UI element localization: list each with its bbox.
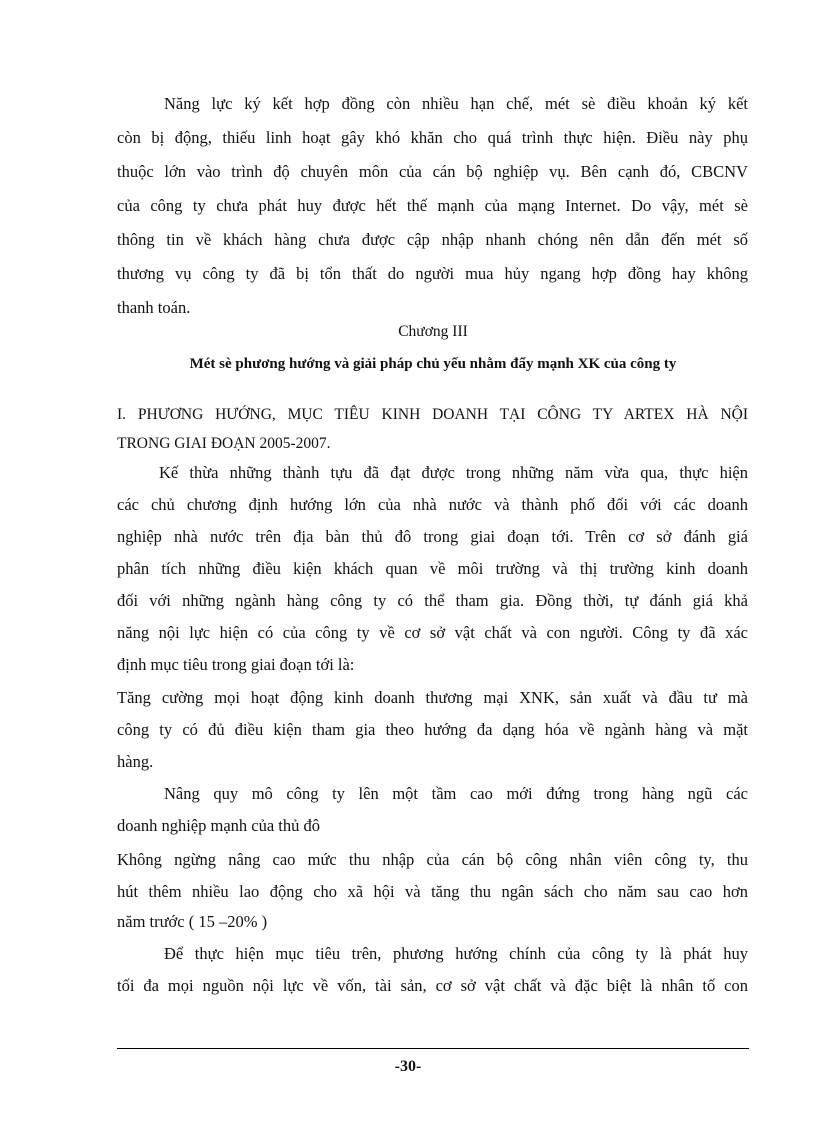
body-line: Tăng cường mọi hoạt động kinh doanh thương mại XNK, sản xuất và đầu tư mà: [117, 688, 748, 707]
body-line: Để thực hiện mục tiêu trên, phương hướng chính của công ty là phát huy: [164, 944, 748, 963]
body-line: Kế thừa những thành tựu đã đạt được trong những năm vừa qua, thực hiện: [159, 463, 748, 482]
body-line: Năng lực ký kết hợp đồng còn nhiều hạn chế, mét sè điều khoản ký kết: [164, 94, 748, 113]
body-line: định mục tiêu trong giai đoạn tới là:: [117, 655, 355, 674]
body-line: các chủ chương định hướng lớn của nhà nước và thành phố đối với các doanh: [117, 495, 748, 514]
body-line: còn bị động, thiếu linh hoạt gây khó khăn cho quá trình thực hiện. Điều này phụ: [117, 128, 748, 147]
section-heading: TRONG GIAI ĐOẠN 2005-2007.: [117, 435, 331, 452]
body-line: phân tích những điều kiện khách quan về môi trường và thị trường kinh doanh: [117, 559, 748, 578]
body-line: năng nội lực hiện có của công ty về cơ sở vật chất và con người. Công ty đã xác: [117, 623, 748, 642]
section-heading: I. PHƯƠNG HƯỚNG, MỤC TIÊU KINH DOANH TẠI CÔNG TY ARTEX HÀ NỘI: [117, 406, 748, 423]
body-line: thuộc lớn vào trình độ chuyên môn của cán bộ nghiệp vụ. Bên cạnh đó, CBCNV: [117, 162, 748, 181]
body-line: thanh toán.: [117, 298, 191, 317]
footer-divider: [117, 1048, 749, 1049]
chapter-title: Mét sè phương hướng và giải pháp chủ yếu nhằm đẩy mạnh XK của công ty: [189, 356, 677, 372]
body-line: tối đa mọi nguồn nội lực về vốn, tài sản, cơ sở vật chất và đặc biệt là nhân tố con: [117, 976, 748, 995]
body-line: nghiệp nhà nước trên địa bàn thủ đô trong giai đoạn tới. Trên cơ sở đánh giá: [117, 527, 748, 546]
body-line: Không ngừng nâng cao mức thu nhập của cán bộ công nhân viên công ty, thu: [117, 850, 748, 869]
body-line: hút thêm nhiều lao động cho xã hội và tăng thu ngân sách cho năm sau cao hơn: [117, 882, 748, 901]
body-line: hàng.: [117, 752, 154, 771]
body-line: đối với những ngành hàng công ty có thể tham gia. Đồng thời, tự đánh giá khả: [117, 591, 748, 610]
chapter-heading: Chương III: [398, 323, 468, 340]
body-line: thương vụ công ty đã bị tổn thất do người mua hủy ngang hợp đồng hay không: [117, 264, 748, 283]
body-line: công ty có đủ điều kiện tham gia theo hướng đa dạng hóa về ngành hàng và mặt: [117, 720, 748, 739]
body-line: thông tin về khách hàng chưa được cập nhập nhanh chóng nên dẫn đến mét số: [117, 230, 748, 249]
body-line: Nâng quy mô công ty lên một tầm cao mới đứng trong hàng ngũ các: [164, 784, 748, 803]
body-line: doanh nghiệp mạnh của thủ đô: [117, 816, 320, 835]
page-number: -30-: [394, 1058, 422, 1075]
body-line: của công ty chưa phát huy được hết thế mạnh của mạng Internet. Do vậy, mét sè: [117, 196, 748, 215]
body-line: năm trước ( 15 –20% ): [117, 912, 268, 931]
